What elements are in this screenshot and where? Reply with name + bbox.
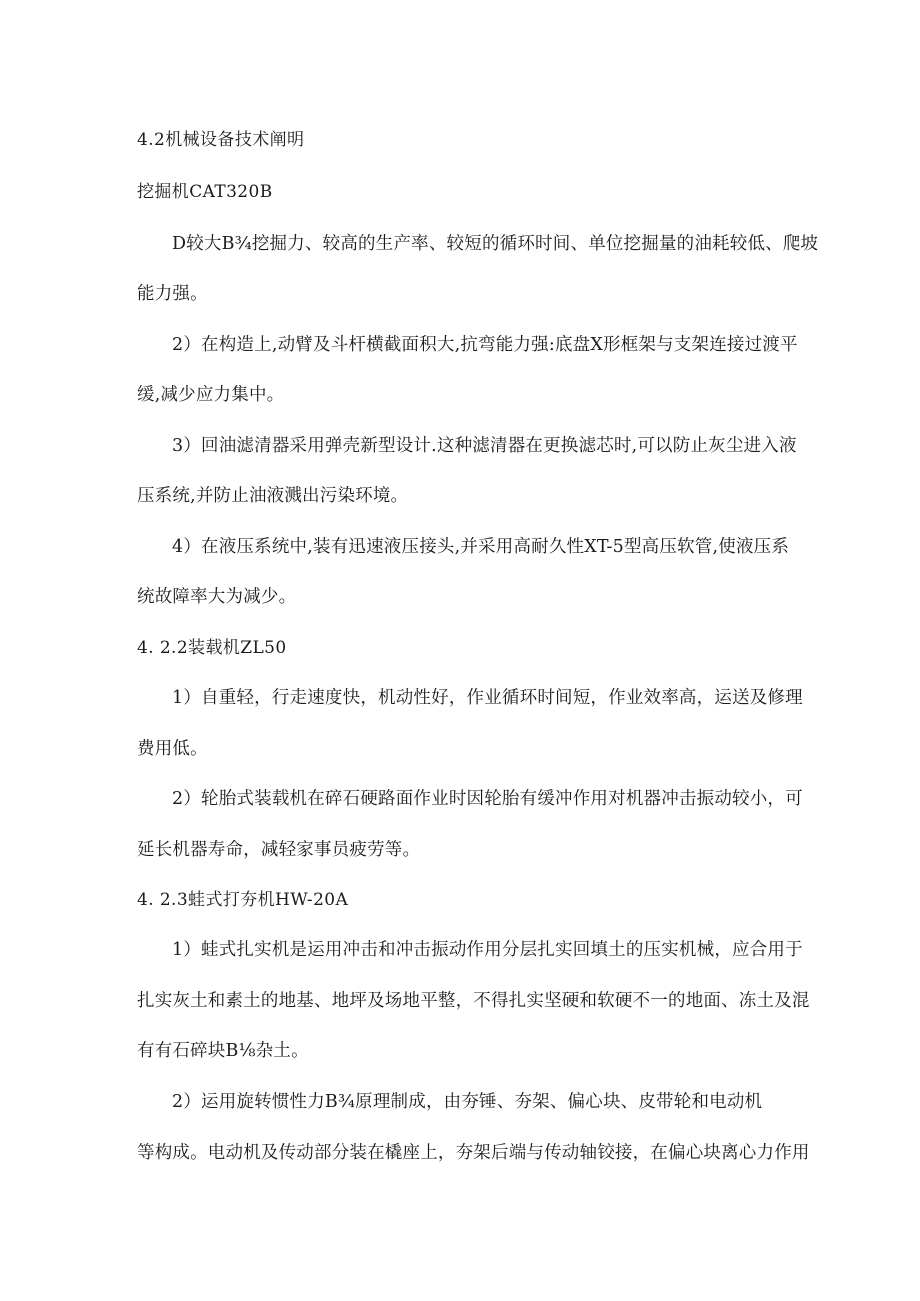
excavator-paragraph-4-line-1: 4）在液压系统中,装有迅速液压接头,并采用高耐久性XT-5型高压软管,使液压系 (172, 537, 790, 557)
excavator-paragraph-3-line-2: 压系统,并防止油液溅出污染环境。 (137, 486, 409, 506)
excavator-paragraph-2-line-1: 2）在构造上,动臂及斗杆横截面积大,抗弯能力强:底盘X形框架与支架连接过渡平 (172, 335, 798, 355)
excavator-paragraph-3-line-1: 3）回油滤清器采用弹壳新型设计.这种滤清器在更换滤芯时,可以防止灰尘进入液 (172, 436, 797, 456)
rammer-paragraph-1-line-2: 扎实灰土和素土的地基、地坪及场地平整，不得扎实坚硬和软硬不一的地面、冻土及混 (137, 991, 810, 1011)
section-heading-4-2: 4.2机械设备技术阐明 (137, 130, 305, 150)
rammer-paragraph-2-line-1: 2）运用旋转惯性力B¾原理制成，由夯锤、夯架、偏心块、皮带轮和电动机 (172, 1092, 763, 1112)
excavator-paragraph-4-line-2: 统故障率大为减少。 (137, 587, 297, 607)
excavator-paragraph-2-line-2: 缓,减少应力集中。 (137, 385, 285, 405)
excavator-title: 挖掘机CAT320B (137, 182, 273, 202)
excavator-paragraph-1-line-1: D较大B¾挖掘力、较高的生产率、较短的循环时间、单位挖掘量的油耗较低、爬坡 (172, 234, 819, 254)
loader-paragraph-1-line-2: 费用低。 (137, 739, 208, 759)
excavator-paragraph-1-line-2: 能力强。 (137, 284, 208, 304)
section-heading-4-2-2: 4. 2.2装载机ZL50 (137, 638, 287, 658)
loader-paragraph-1-line-1: 1）自重轻，行走速度快，机动性好，作业循环时间短，作业效率高，运送及修理 (172, 688, 803, 708)
rammer-paragraph-1-line-3: 有有石碎块B⅛杂土。 (137, 1041, 309, 1061)
rammer-paragraph-1-line-1: 1）蛙式扎实机是运用冲击和冲击振动作用分层扎实回填土的压实机械，应合用于 (172, 940, 803, 960)
loader-paragraph-2-line-2: 延长机器寿命，减轻家事员疲劳等。 (137, 840, 421, 860)
section-heading-4-2-3: 4. 2.3蛙式打夯机HW-20A (137, 890, 349, 910)
rammer-paragraph-2-line-2: 等构成。电动机及传动部分装在橇座上，夯架后端与传动轴铰接，在偏心块离心力作用 (137, 1143, 810, 1163)
loader-paragraph-2-line-1: 2）轮胎式装载机在碎石硬路面作业时因轮胎有缓冲作用对机器冲击振动较小，可 (172, 789, 803, 809)
